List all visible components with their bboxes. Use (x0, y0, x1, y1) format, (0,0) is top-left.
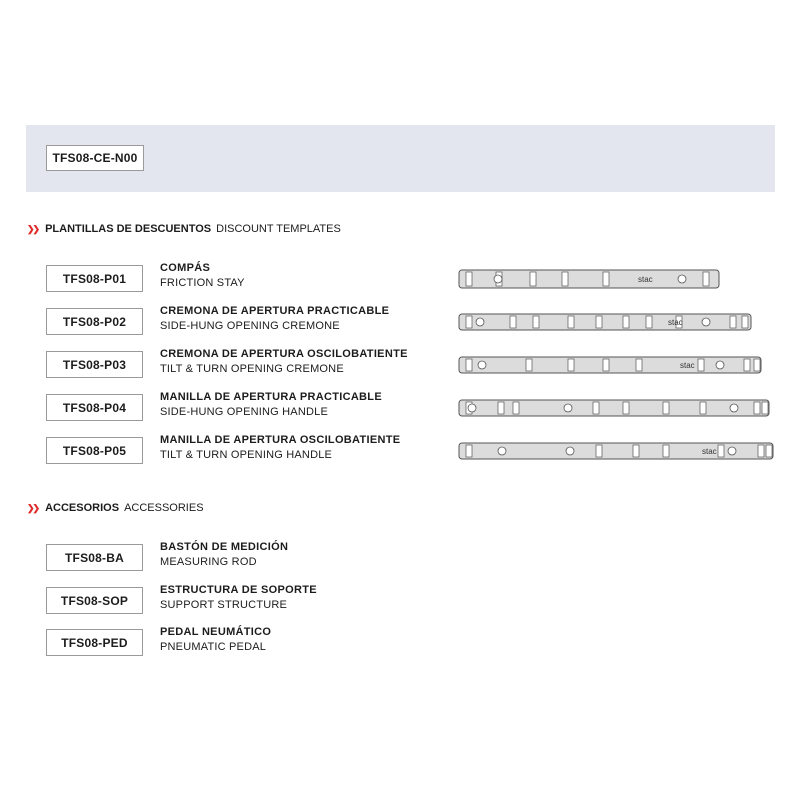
item-name-en: TILT & TURN OPENING HANDLE (160, 449, 333, 461)
template-slot (730, 316, 736, 328)
item-code: TFS08-P04 (46, 394, 143, 421)
list-item (0, 584, 800, 618)
template-slot (703, 272, 709, 286)
template-slot (596, 445, 602, 457)
template-slot (603, 272, 609, 286)
item-code: TFS08-P01 (46, 265, 143, 292)
template-hole (716, 361, 724, 369)
template-body (459, 400, 769, 416)
list-item (0, 348, 800, 382)
template-slot (562, 272, 568, 286)
template-slot (593, 402, 599, 414)
item-name-es: CREMONA DE APERTURA OSCILOBATIENTE (160, 348, 408, 360)
template-slot (698, 359, 704, 371)
template-slot (466, 272, 472, 286)
template-slot (466, 316, 472, 328)
template-slot (754, 402, 760, 414)
template-slot (742, 316, 748, 328)
item-name-en: SIDE-HUNG OPENING HANDLE (160, 406, 328, 418)
item-name-en: PNEUMATIC PEDAL (160, 641, 267, 653)
template-brand-logo: stac (702, 447, 717, 456)
template-hole (564, 404, 572, 412)
section-title-es: PLANTILLAS DE DESCUENTOS (45, 223, 212, 235)
template-slot (533, 316, 539, 328)
template-slot (530, 272, 536, 286)
template-hole (566, 447, 574, 455)
section-header-templates (27, 223, 341, 235)
template-hole (468, 404, 476, 412)
template-slot (700, 402, 706, 414)
template-slot (623, 316, 629, 328)
item-code: TFS08-P02 (46, 308, 143, 335)
item-name-es: PEDAL NEUMÁTICO (160, 626, 272, 638)
section-title-en: ACCESSORIES (124, 502, 204, 514)
list-item (0, 541, 800, 575)
item-code: TFS08-SOP (46, 587, 143, 614)
double-chevron-icon: ❯❯ (27, 502, 39, 513)
template-hole (478, 361, 486, 369)
template-slot (663, 445, 669, 457)
template-hole (498, 447, 506, 455)
item-name-en: FRICTION STAY (160, 277, 245, 289)
template-strip-image (458, 269, 720, 289)
item-code: TFS08-P03 (46, 351, 143, 378)
template-hole (730, 404, 738, 412)
item-code: TFS08-P05 (46, 437, 143, 464)
template-slot (568, 316, 574, 328)
template-slot (526, 359, 532, 371)
template-strip-image (458, 313, 752, 331)
item-name-es: BASTÓN DE MEDICIÓN (160, 541, 289, 553)
template-hole (728, 447, 736, 455)
template-slot (636, 359, 642, 371)
template-brand-logo: stac (668, 318, 683, 327)
double-chevron-icon: ❯❯ (27, 223, 39, 234)
item-code: TFS08-PED (46, 629, 143, 656)
template-brand-logo: stac (680, 361, 695, 370)
template-slot (498, 402, 504, 414)
template-slot (762, 402, 768, 414)
template-strip-image (458, 442, 774, 460)
template-slot (663, 402, 669, 414)
item-name-es: ESTRUCTURA DE SOPORTE (160, 584, 317, 596)
template-hole (476, 318, 484, 326)
template-slot (510, 316, 516, 328)
template-slot (603, 359, 609, 371)
template-slot (766, 445, 772, 457)
template-strip-image (458, 399, 770, 417)
section-header-accessories (27, 502, 204, 514)
list-item (0, 626, 800, 660)
template-strip-image (458, 356, 762, 374)
item-code: TFS08-BA (46, 544, 143, 571)
list-item (0, 391, 800, 425)
template-slot (646, 316, 652, 328)
template-slot (568, 359, 574, 371)
main-code-box: TFS08-CE-N00 (46, 145, 144, 171)
template-slot (513, 402, 519, 414)
template-slot (623, 402, 629, 414)
item-name-es: MANILLA DE APERTURA OSCILOBATIENTE (160, 434, 401, 446)
section-title-es: ACCESORIOS (45, 502, 120, 514)
template-slot (596, 316, 602, 328)
item-name-en: SIDE-HUNG OPENING CREMONE (160, 320, 340, 332)
template-brand-logo: stac (638, 275, 653, 284)
template-slot (466, 445, 472, 457)
item-name-es: CREMONA DE APERTURA PRACTICABLE (160, 305, 390, 317)
template-slot (718, 445, 724, 457)
list-item (0, 262, 800, 296)
template-slot (758, 445, 764, 457)
item-name-es: COMPÁS (160, 262, 211, 274)
list-item (0, 434, 800, 468)
list-item (0, 305, 800, 339)
template-slot (744, 359, 750, 371)
template-hole (678, 275, 686, 283)
item-name-en: TILT & TURN OPENING CREMONE (160, 363, 344, 375)
item-name-en: SUPPORT STRUCTURE (160, 599, 288, 611)
template-hole (702, 318, 710, 326)
section-title-en: DISCOUNT TEMPLATES (216, 223, 341, 235)
template-hole (494, 275, 502, 283)
template-slot (466, 359, 472, 371)
item-name-es: MANILLA DE APERTURA PRACTICABLE (160, 391, 382, 403)
header-banner (26, 125, 775, 192)
template-slot (754, 359, 760, 371)
template-slot (633, 445, 639, 457)
item-name-en: MEASURING ROD (160, 556, 257, 568)
